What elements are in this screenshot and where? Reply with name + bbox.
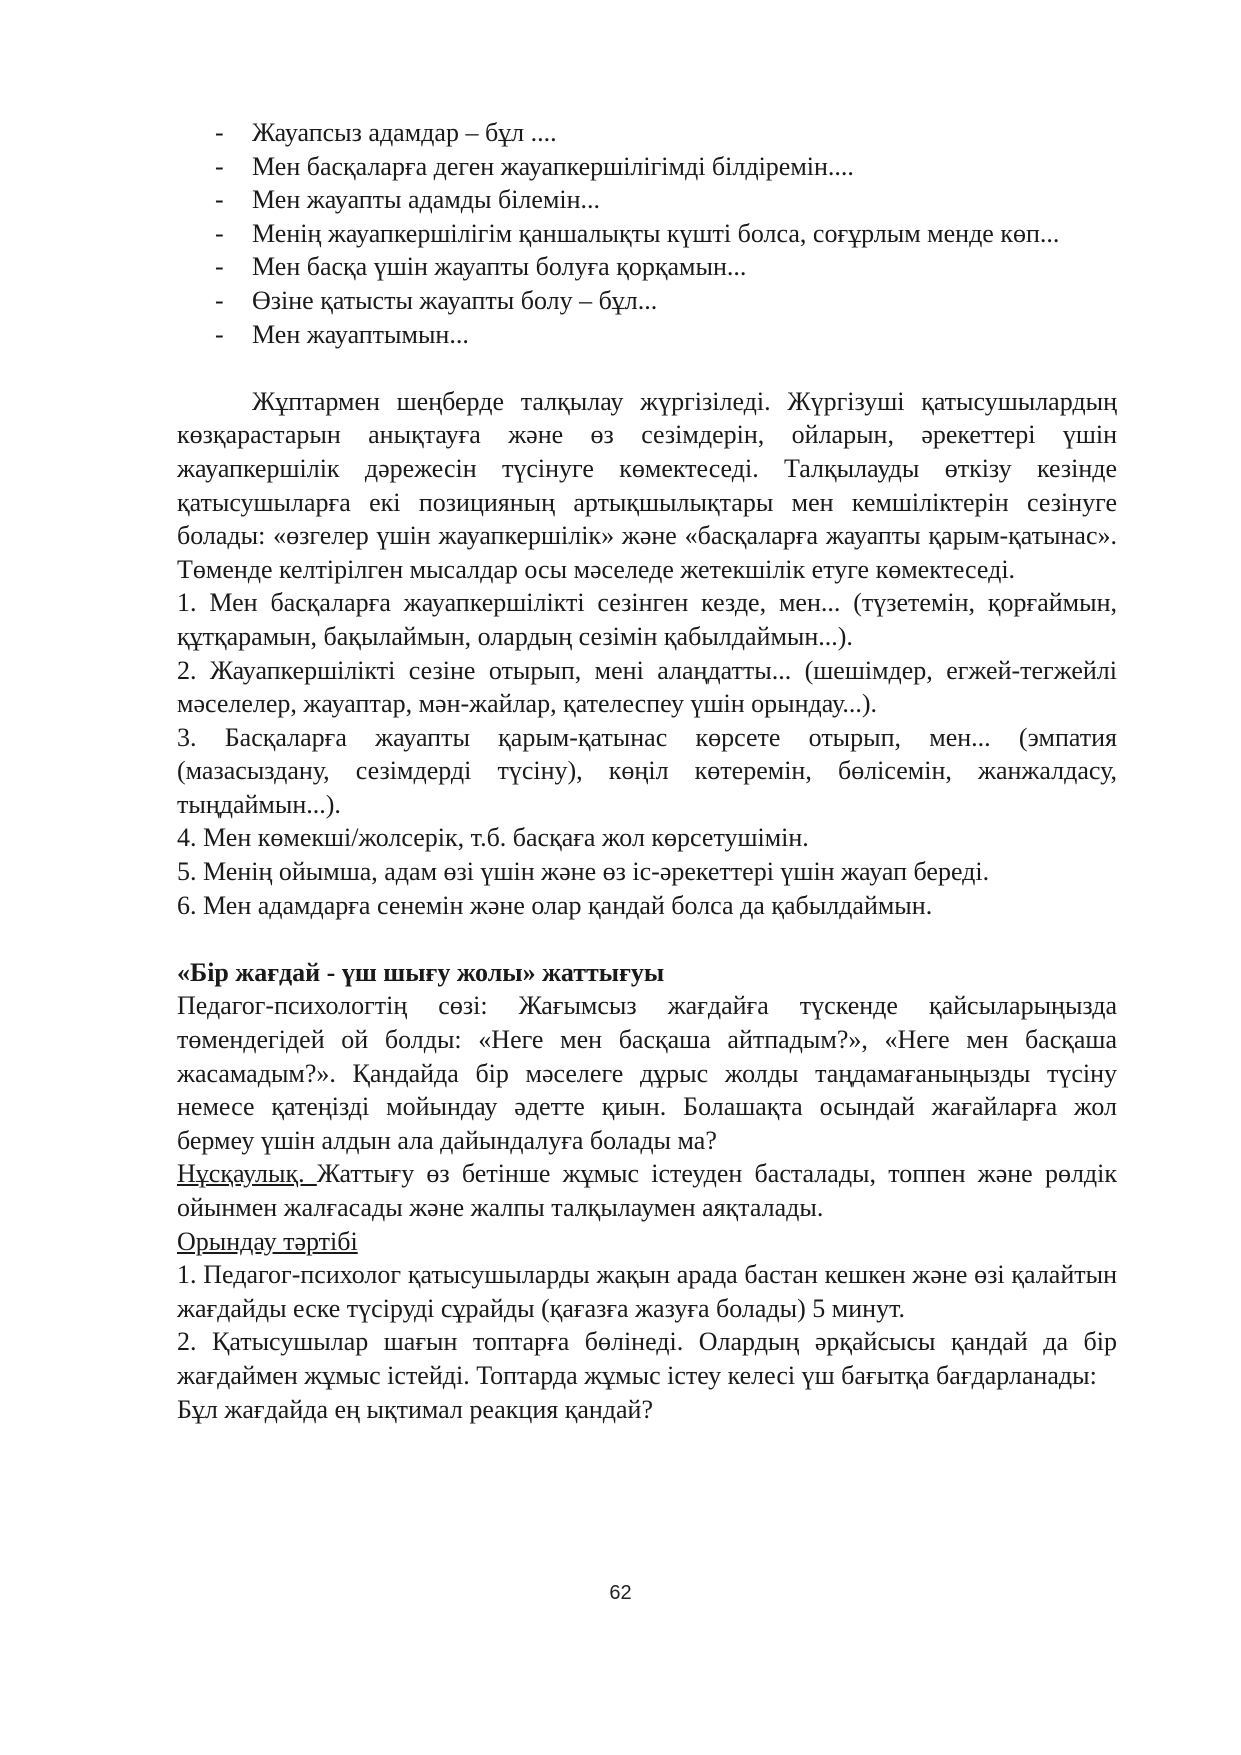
discussion-item: 5. Менің ойымша, адам өзі үшін және өз іс-әрекеттері үшін жауап береді. xyxy=(177,857,990,887)
discussion-paragraph: Жұптармен шеңберде талқылау жүргізіледі. Жүргізуші қатысушылардың көзқарастарын анықтауға және өз сезімдерін, ойларын, әрекеттері үшін жауапкершілік дәрежесін түсінуге көмектеседі. Талқылауды өткізу кезінде қатысушыларға екі позицияның артықшылықтары мен кемшіліктерін сезінуге болады: «өзгелер үшін жауапкершілік» және «басқаларға жауапты қарым-қатынас». Төменде келтірілген мысалдар осы мәселеде жетекшілік етуге көмектеседі. xyxy=(177,386,1117,584)
discussion-item: 4. Мен көмекші/жолсерік, т.б. басқаға жол көрсетушімін. xyxy=(177,823,809,853)
bullet-item: - Мен жауаптымын... xyxy=(177,318,1117,352)
instruction-text: Жаттығу өз бетінше жұмыс істеуден басталады, топпен және рөлдік ойынмен жалғасады және жалпы талқылаумен аяқталады. xyxy=(177,1159,1117,1222)
spacer xyxy=(177,351,1117,385)
bullet-marker: - xyxy=(215,319,224,349)
bullet-list xyxy=(177,116,1117,351)
bullet-marker: - xyxy=(215,218,224,248)
discussion-item: 1. Мен басқаларға жауапкершілікті сезінген кезде, мен... (түзетемін, қорғаймын, құтқарамын, бақылаймын, олардың сезімін қабылдаймын...). xyxy=(177,588,1117,651)
exercise-intro: Педагог-психологтің сөзі: Жағымсыз жағдайға түскенде қайсыларыңызда төмендегідей ой болды: «Неге мен басқаша айтпадым?», «Неге мен басқаша жасамадым?». Қандайда бір мәселеге дұрыс жолды таңдамағаныңызды түсіну немесе қатеңізді мойындау әдетте қиын. Болашақта осындай жағайларға жол бермеу үшін алдын ала дайындалуға болады ма? xyxy=(177,991,1117,1155)
bullet-item: - Менің жауапкершілігім қаншалықты күшті болса, соғұрлым менде көп... xyxy=(177,217,1117,251)
discussion-item: 6. Мен адамдарға сенемін және олар қандай болса да қабылдаймын. xyxy=(177,890,933,920)
spacer xyxy=(177,922,1117,956)
instruction-label: Нұсқаулық. xyxy=(177,1159,317,1189)
exercise-title: «Бір жағдай - үш шығу жолы» жаттығуы xyxy=(177,957,665,987)
discussion-item: 3. Басқаларға жауапты қарым-қатынас көрсете отырып, мен... (эмпатия (мазасыздану, сезімдерді түсіну), көңіл көтеремін, бөлісемін, жанжалдасу, тыңдаймын...). xyxy=(177,722,1117,819)
procedure-heading: Орындау тәртібі xyxy=(177,1226,358,1256)
discussion-item: 2. Жауапкершілікті сезіне отырып, мені алаңдатты... (шешімдер, егжей-тегжейлі мәселелер, жауаптар, мән-жайлар, қателеспеу үшін орындау...). xyxy=(177,655,1117,719)
bullet-item: - Мен басқа үшін жауапты болуға қорқамын... xyxy=(177,250,1117,284)
bullet-marker: - xyxy=(215,185,224,215)
page-number: 62 xyxy=(609,1582,632,1604)
bullet-marker: - xyxy=(215,252,224,282)
procedure-step: 2. Қатысушылар шағын топтарға бөлінеді. Олардың әрқайсысы қандай да бір жағдаймен жұмыс істейді. Топтарда жұмыс істеу келесі үш бағытқа бағдарланады: xyxy=(177,1327,1117,1390)
bullet-marker: - xyxy=(215,118,224,147)
instruction-paragraph xyxy=(177,1157,1117,1224)
bullet-item: - Мен жауапты адамды білемін... xyxy=(177,183,1117,217)
bullet-marker: - xyxy=(215,285,224,315)
document-page xyxy=(177,116,1117,1426)
bullet-item: - Жауапсыз адамдар – бұл .... xyxy=(177,116,1117,150)
bullet-marker: - xyxy=(215,151,224,181)
bullet-item: - Мен басқаларға деген жауапкершілігімді білдіремін.... xyxy=(177,150,1117,184)
procedure-step: 1. Педагог-психолог қатысушыларды жақын арада бастан кешкен және өзі қалайтын жағдайды еске түсіруді сұрайды (қағазға жазуға болады) 5 минут. xyxy=(177,1260,1117,1323)
bullet-item: - Өзіне қатысты жауапты болу – бұл... xyxy=(177,284,1117,318)
question-line: Бұл жағдайда ең ықтимал реакция қандай? xyxy=(177,1394,653,1424)
